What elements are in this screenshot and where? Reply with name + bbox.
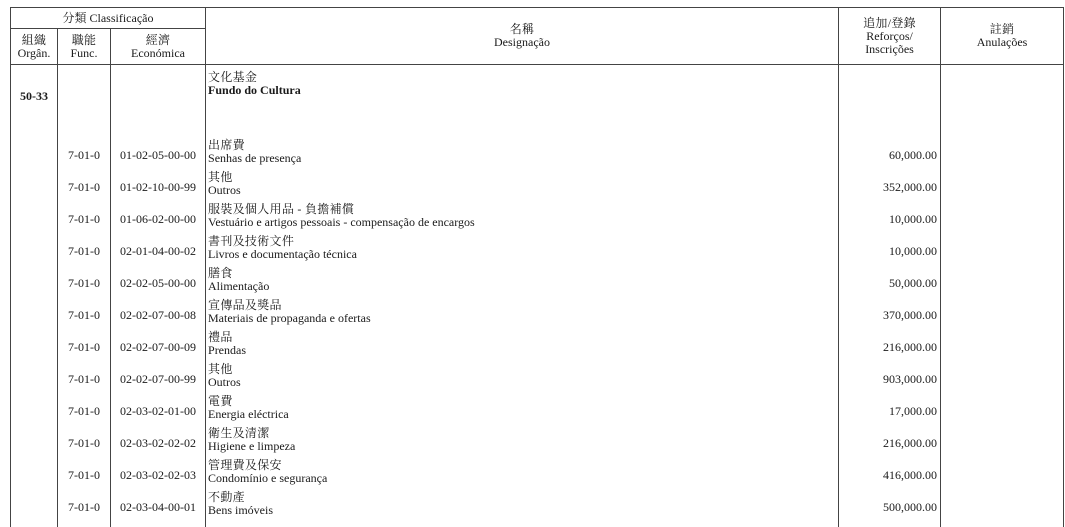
designation-zh: 其他 (208, 171, 838, 184)
table-row (11, 139, 1064, 171)
table-row (11, 363, 1064, 395)
designation-cell (206, 267, 839, 299)
func-code: 7-01-0 (58, 171, 111, 203)
designation-zh: 不動產 (208, 491, 838, 504)
func-code: 7-01-0 (58, 363, 111, 395)
designation-zh: 書刊及技術文件 (208, 235, 838, 248)
table-row (11, 459, 1064, 491)
func-code: 7-01-0 (58, 395, 111, 427)
org-cell (11, 395, 58, 427)
org-cell (11, 491, 58, 523)
reinforcement-amount: 216,000.00 (839, 331, 941, 363)
economic-code: 02-03-02-02-03 (111, 459, 206, 491)
reinforcements-header-pt2: Inscrições (839, 43, 940, 56)
annulment-amount (941, 491, 1064, 523)
func-code: 7-01-0 (58, 331, 111, 363)
org-cell (11, 267, 58, 299)
economic-code: 01-06-02-00-00 (111, 203, 206, 235)
economic-code: 02-03-04-00-01 (111, 491, 206, 523)
table-body (11, 65, 1064, 527)
economic-header (111, 29, 206, 65)
func-code: 7-01-0 (58, 203, 111, 235)
func-code: 7-01-0 (58, 267, 111, 299)
economic-code: 01-02-10-00-99 (111, 171, 206, 203)
functional-header (58, 29, 111, 65)
organic-header-pt: Orgân. (11, 47, 57, 60)
designation-header-pt: Designação (206, 36, 838, 49)
reinforcement-amount: 500,000.00 (839, 491, 941, 523)
economic-code: 01-02-05-00-00 (111, 139, 206, 171)
org-code: 50-33 (11, 71, 58, 139)
designation-cell (206, 331, 839, 363)
annulment-amount (941, 139, 1064, 171)
designation-zh: 管理費及保安 (208, 459, 838, 472)
table-row (11, 395, 1064, 427)
reinforcement-amount: 352,000.00 (839, 171, 941, 203)
annulments-header-zh: 註銷 (941, 23, 1063, 36)
org-cell (11, 139, 58, 171)
designation-pt: Bens imóveis (208, 504, 838, 517)
economic-code: 02-02-07-00-08 (111, 299, 206, 331)
designation-pt: Energia eléctrica (208, 408, 838, 421)
designation-pt: Senhas de presença (208, 152, 838, 165)
designation-header (206, 8, 839, 65)
functional-header-zh: 職能 (58, 34, 110, 47)
designation-pt: Alimentação (208, 280, 838, 293)
designation-pt: Prendas (208, 344, 838, 357)
designation-pt: Outros (208, 376, 838, 389)
organic-header (11, 29, 58, 65)
designation-pt: Materiais de propaganda e ofertas (208, 312, 838, 325)
designation-zh: 其他 (208, 363, 838, 376)
designation-cell (206, 427, 839, 459)
annulment-amount (941, 459, 1064, 491)
reinforcement-amount: 370,000.00 (839, 299, 941, 331)
reinforcement-amount: 50,000.00 (839, 267, 941, 299)
table-row (11, 235, 1064, 267)
designation-cell (206, 171, 839, 203)
func-code: 7-01-0 (58, 235, 111, 267)
functional-header-pt: Func. (58, 47, 110, 60)
annulments-header-pt: Anulações (941, 36, 1063, 49)
func-code: 7-01-0 (58, 459, 111, 491)
annulments-header (941, 8, 1064, 65)
designation-cell (206, 491, 839, 523)
designation-zh: 出席費 (208, 139, 838, 152)
reinforcement-amount: 10,000.00 (839, 203, 941, 235)
func-code: 7-01-0 (58, 299, 111, 331)
designation-header-zh: 名稱 (206, 23, 838, 36)
designation-zh: 膳食 (208, 267, 838, 280)
designation-zh: 禮品 (208, 331, 838, 344)
annulment-amount (941, 395, 1064, 427)
designation-cell (206, 459, 839, 491)
table-row (11, 267, 1064, 299)
reinforcements-header-pt1: Reforços/ (839, 30, 940, 43)
group-row (11, 71, 1064, 139)
func-code: 7-01-0 (58, 139, 111, 171)
table-header (11, 8, 1064, 65)
annulment-amount (941, 267, 1064, 299)
designation-pt: Vestuário e artigos pessoais - compensação de encargos (208, 216, 838, 229)
annulment-amount (941, 363, 1064, 395)
economic-code: 02-03-02-01-00 (111, 395, 206, 427)
designation-cell (206, 363, 839, 395)
designation-cell (206, 139, 839, 171)
economic-header-zh: 經濟 (111, 34, 205, 47)
org-cell (11, 171, 58, 203)
designation-zh: 衛生及清潔 (208, 427, 838, 440)
group-designation (206, 71, 839, 139)
group-name-pt: Fundo do Cultura (208, 84, 838, 97)
func-code: 7-01-0 (58, 491, 111, 523)
economic-code: 02-01-04-00-02 (111, 235, 206, 267)
org-cell (11, 299, 58, 331)
func-code: 7-01-0 (58, 427, 111, 459)
designation-cell (206, 235, 839, 267)
reinforcement-amount: 903,000.00 (839, 363, 941, 395)
annulment-amount (941, 299, 1064, 331)
designation-pt: Livros e documentação técnica (208, 248, 838, 261)
designation-zh: 電費 (208, 395, 838, 408)
economic-header-pt: Económica (111, 47, 205, 60)
classification-header: 分類 Classificação (11, 8, 206, 29)
annulment-amount (941, 331, 1064, 363)
designation-zh: 宣傳品及獎品 (208, 299, 838, 312)
org-cell (11, 331, 58, 363)
designation-pt: Higiene e limpeza (208, 440, 838, 453)
table-row (11, 427, 1064, 459)
table-row (11, 331, 1064, 363)
reinforcement-amount: 416,000.00 (839, 459, 941, 491)
economic-code: 02-02-05-00-00 (111, 267, 206, 299)
reinforcements-header-zh: 追加/登錄 (839, 17, 940, 30)
economic-code: 02-02-07-00-09 (111, 331, 206, 363)
annulment-amount (941, 427, 1064, 459)
reinforcement-amount: 17,000.00 (839, 395, 941, 427)
org-cell (11, 427, 58, 459)
org-cell (11, 363, 58, 395)
organic-header-zh: 組織 (11, 34, 57, 47)
table-row (11, 491, 1064, 523)
designation-cell (206, 203, 839, 235)
designation-pt: Outros (208, 184, 838, 197)
reinforcement-amount: 60,000.00 (839, 139, 941, 171)
table-row (11, 203, 1064, 235)
reinforcement-amount: 10,000.00 (839, 235, 941, 267)
table-row (11, 299, 1064, 331)
group-name-zh: 文化基金 (208, 71, 838, 84)
reinforcements-header (839, 8, 941, 65)
org-cell (11, 235, 58, 267)
annulment-amount (941, 235, 1064, 267)
annulment-amount (941, 171, 1064, 203)
economic-code: 02-02-07-00-99 (111, 363, 206, 395)
reinforcement-amount: 216,000.00 (839, 427, 941, 459)
annulment-amount (941, 203, 1064, 235)
designation-cell (206, 299, 839, 331)
org-cell (11, 459, 58, 491)
economic-code: 02-03-02-02-02 (111, 427, 206, 459)
table-row (11, 171, 1064, 203)
org-cell (11, 203, 58, 235)
designation-pt: Condomínio e segurança (208, 472, 838, 485)
budget-table (10, 7, 1064, 527)
designation-zh: 服裝及個人用品 - 負擔補償 (208, 203, 838, 216)
designation-cell (206, 395, 839, 427)
